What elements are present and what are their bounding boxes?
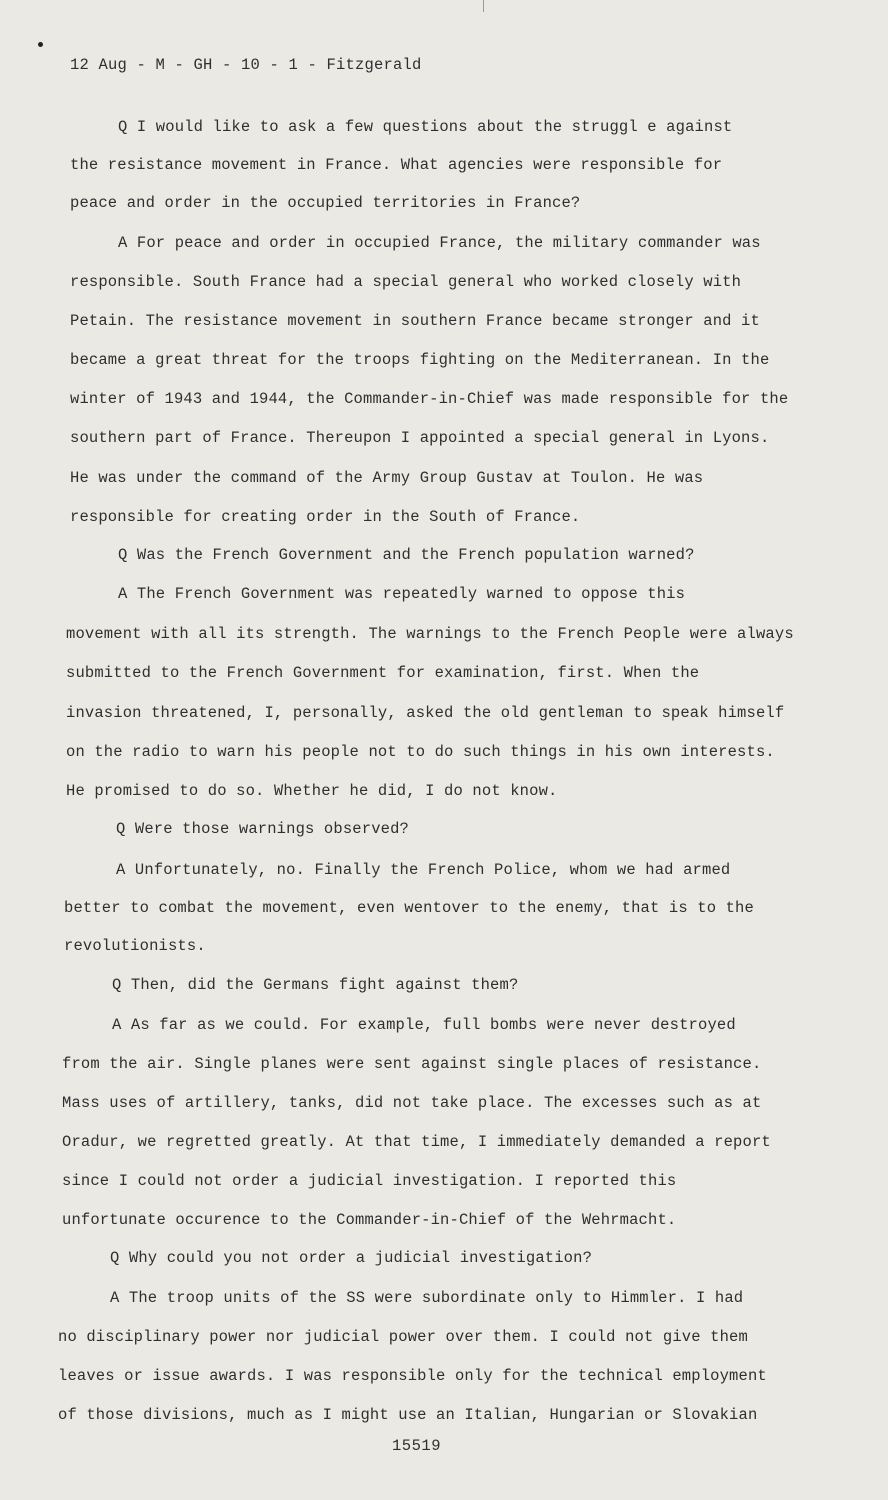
text-line: responsible. South France had a special general who worked closely with <box>70 273 742 291</box>
text-line: better to combat the movement, even wentover to the enemy, that is to the <box>64 899 754 917</box>
text-line: of those divisions, much as I might use an Italian, Hungarian or Slovakian <box>58 1406 758 1424</box>
text-line: unfortunate occurence to the Commander-in-Chief of the Wehrmacht. <box>62 1211 677 1229</box>
text-line: winter of 1943 and 1944, the Commander-in-Chief was made responsible for the <box>70 390 789 408</box>
text-line: Q I would like to ask a few questions about the struggl e against <box>118 118 733 136</box>
punch-hole <box>38 42 43 47</box>
text-line: A The troop units of the SS were subordinate only to Himmler. I had <box>110 1289 744 1307</box>
text-line: A For peace and order in occupied France, the military commander was <box>118 234 761 252</box>
text-line: revolutionists. <box>64 937 206 955</box>
document-header: 12 Aug - M - GH - 10 - 1 - Fitzgerald <box>70 56 422 74</box>
text-line: He promised to do so. Whether he did, I do not know. <box>66 782 558 800</box>
text-line: Q Then, did the Germans fight against them? <box>112 976 519 994</box>
text-line: A As far as we could. For example, full bombs were never destroyed <box>112 1016 736 1034</box>
text-line: since I could not order a judicial investigation. I reported this <box>62 1172 677 1190</box>
text-line: A The French Government was repeatedly warned to oppose this <box>118 585 686 603</box>
text-line: invasion threatened, I, personally, asked the old gentleman to speak himself <box>66 704 785 722</box>
text-line: He was under the command of the Army Group Gustav at Toulon. He was <box>70 469 704 487</box>
text-line: the resistance movement in France. What agencies were responsible for <box>70 156 723 174</box>
text-line: became a great threat for the troops fighting on the Mediterranean. In the <box>70 351 770 369</box>
text-line: from the air. Single planes were sent against single places of resistance. <box>62 1055 762 1073</box>
page-crease <box>483 0 484 12</box>
text-line: submitted to the French Government for examination, first. When the <box>66 664 700 682</box>
text-line: leaves or issue awards. I was responsible only for the technical employment <box>58 1367 767 1385</box>
text-line: no disciplinary power nor judicial power over them. I could not give them <box>58 1328 748 1346</box>
text-line: Q Were those warnings observed? <box>116 820 409 838</box>
page-number: 15519 <box>392 1437 442 1455</box>
text-line: peace and order in the occupied territories in France? <box>70 194 581 212</box>
text-line: responsible for creating order in the South of France. <box>70 508 581 526</box>
text-line: Mass uses of artillery, tanks, did not take place. The excesses such as at <box>62 1094 762 1112</box>
text-line: Q Why could you not order a judicial investigation? <box>110 1249 593 1267</box>
text-line: southern part of France. Thereupon I appointed a special general in Lyons. <box>70 429 770 447</box>
text-line: A Unfortunately, no. Finally the French Police, whom we had armed <box>116 861 731 879</box>
text-line: movement with all its strength. The warnings to the French People were always <box>66 625 794 643</box>
text-line: Q Was the French Government and the French population warned? <box>118 546 695 564</box>
text-line: Petain. The resistance movement in southern France became stronger and it <box>70 312 760 330</box>
text-line: on the radio to warn his people not to do such things in his own interests. <box>66 743 775 761</box>
text-line: Oradur, we regretted greatly. At that time, I immediately demanded a report <box>62 1133 771 1151</box>
